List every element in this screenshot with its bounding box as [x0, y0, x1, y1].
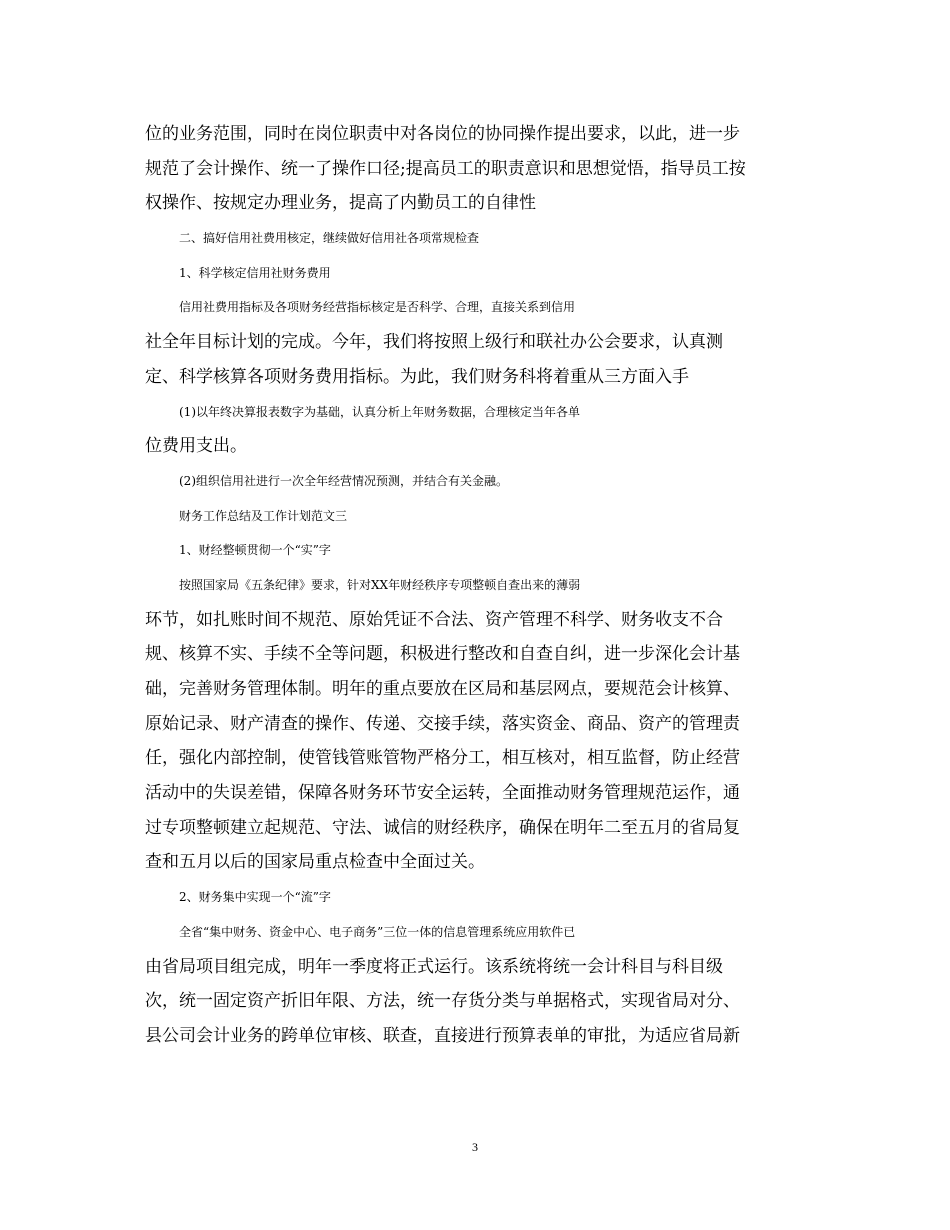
text-line: 财务工作总结及工作计划范文三: [179, 508, 348, 523]
text-line: 信用社费用指标及各项财务经营指标核定是否科学、合理，直接关系到信用: [179, 300, 576, 315]
text-line: 权操作、按规定办理业务，提高了内勤员工的自律性: [145, 193, 536, 214]
text-line: 县公司会计业务的跨单位审核、联查，直接进行预算表单的审批，为适应省局新: [145, 1025, 740, 1046]
text-line: 二、搞好信用社费用核定，继续做好信用社各项常规检查: [179, 231, 480, 246]
text-line: 定、科学核算各项财务费用指标。为此，我们财务科将着重从三方面入手: [145, 366, 689, 387]
text-line: 环节，如扎账时间不规范、原始凭证不合法、资产管理不科学、财务收支不合: [145, 609, 723, 630]
text-line: 规、核算不实、手续不全等问题，积极进行整改和自查自纠，进一步深化会计基: [145, 644, 740, 665]
text-line: 规范了会计操作、统一了操作口径;提高员工的职责意识和思想觉悟，指导员工按: [145, 158, 746, 179]
text-line: 由省局项目组完成，明年一季度将正式运行。该系统将统一会计科目与科目级: [145, 956, 723, 977]
text-line: 原始记录、财产清查的操作、传递、交接手续，落实资金、商品、资产的管理责: [145, 713, 740, 734]
text-line: 1、科学核定信用社财务费用: [179, 265, 331, 280]
text-line: 位费用支出。: [145, 436, 247, 457]
text-line: 按照国家局《五条纪律》要求，针对XX年财经秩序专项整顿自查出来的薄弱: [179, 577, 581, 592]
text-line: 过专项整顿建立起规范、守法、诚信的财经秩序，确保在明年二至五月的省局复: [145, 817, 740, 838]
text-line: 任，强化内部控制，使管钱管账管物严格分工，相互核对，相互监督，防止经营: [145, 748, 740, 769]
text-line: 活动中的失误差错，保障各财务环节安全运转，全面推动财务管理规范运作，通: [145, 783, 740, 804]
text-line: 次，统一固定资产折旧年限、方法，统一存货分类与单据格式，实现省局对分、: [145, 991, 740, 1012]
text-line: 1、财经整顿贯彻一个“实”字: [179, 543, 331, 558]
text-line: 全省“集中财务、资金中心、电子商务”三位一体的信息管理系统应用软件已: [179, 924, 576, 939]
text-line: 位的业务范围，同时在岗位职责中对各岗位的协同操作提出要求，以此，进一步: [145, 124, 740, 144]
page-number: 3: [472, 1140, 478, 1154]
text-line: 础，完善财务管理体制。明年的重点要放在区局和基层网点，要规范会计核算、: [145, 679, 740, 699]
text-line: (1)以年终决算报表数字为基础，认真分析上年财务数据，合理核定当年各单: [179, 404, 581, 419]
text-line: 查和五月以后的国家局重点检查中全面过关。: [145, 852, 485, 873]
text-line: 2、财务集中实现一个“流”字: [179, 890, 331, 905]
text-line: 社全年目标计划的完成。今年，我们将按照上级行和联社办公会要求，认真测: [145, 332, 723, 353]
text-line: (2)组织信用社进行一次全年经营情况预测，并结合有关金融。: [179, 473, 509, 488]
document-body: [145, 117, 815, 1054]
